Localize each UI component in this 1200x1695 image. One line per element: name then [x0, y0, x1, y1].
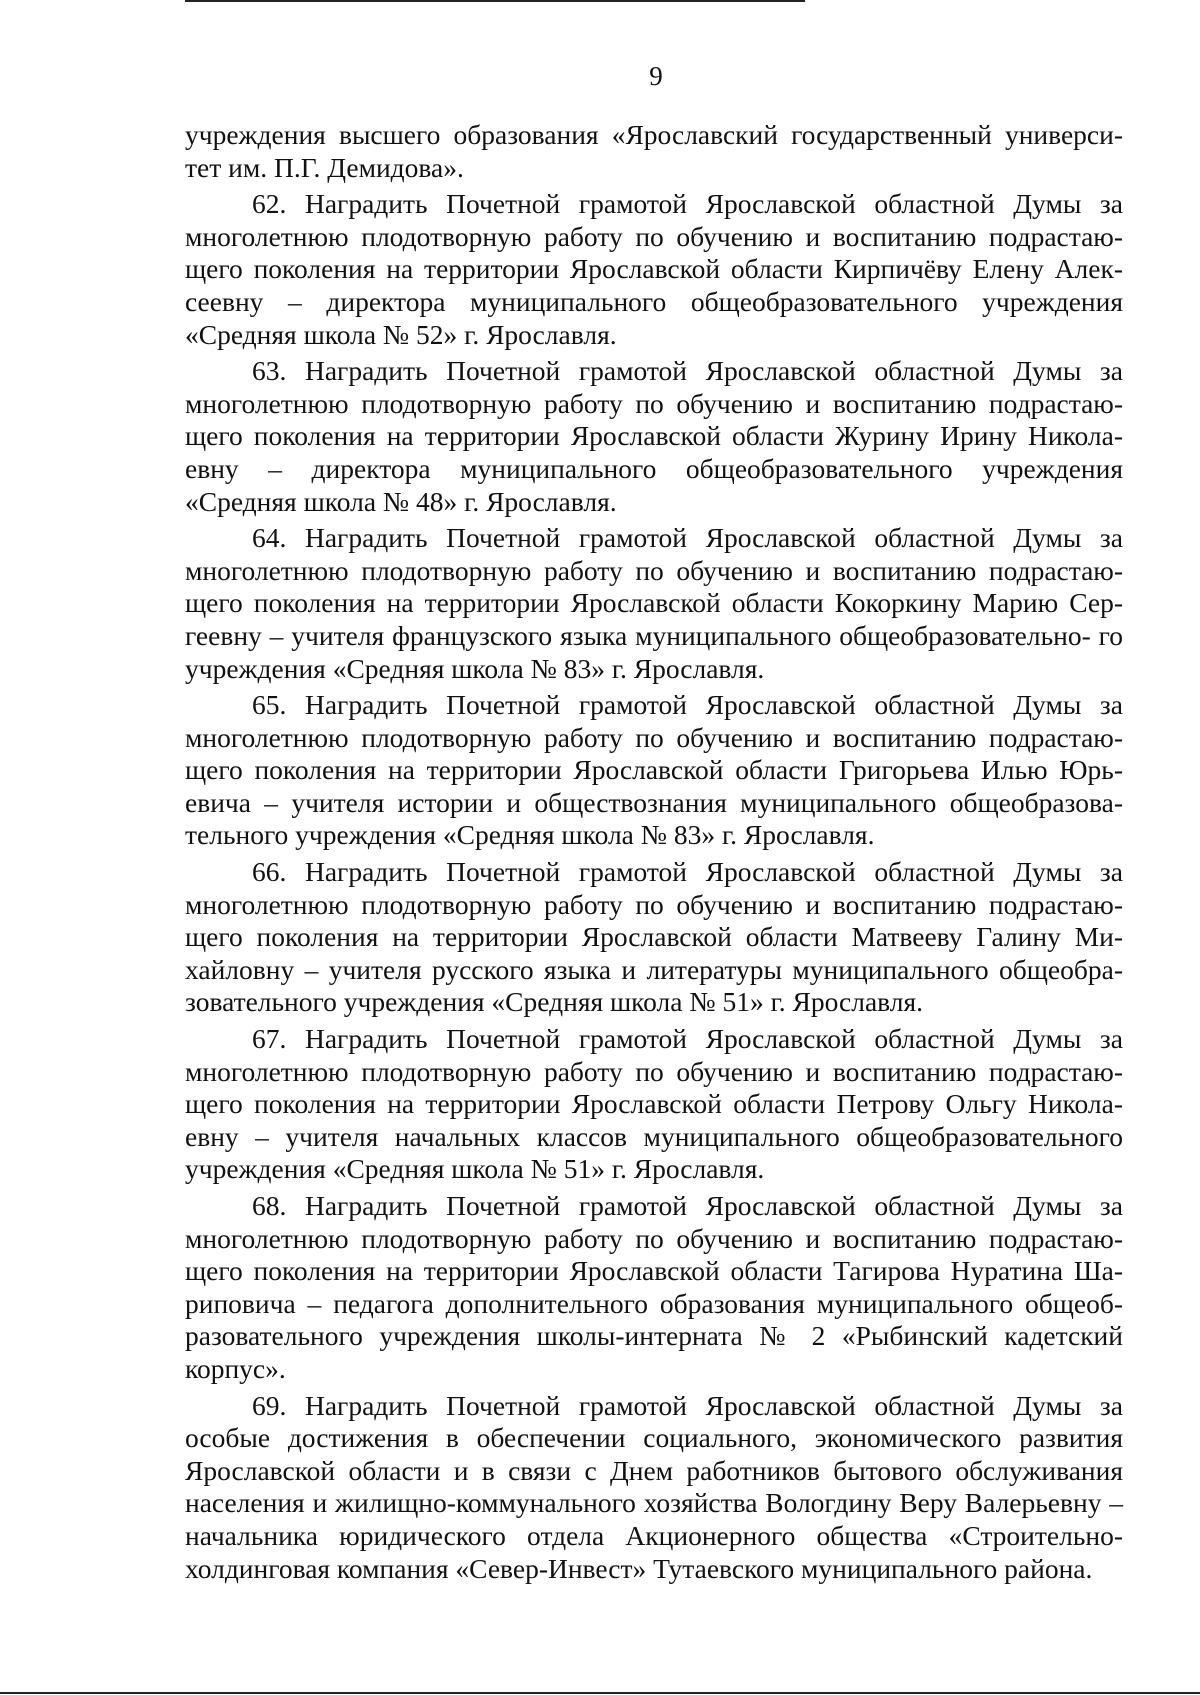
- paragraph-item-62: 62. Наградить Почетной грамотой Ярославской областной Думы за многолетнюю плодотворную работу по обучению и воспитанию подрастаю- щего поколения на территории Ярославской области Кирпичёву Елену Алек- сеевну – директора муниципального общеобразовательного учреждения «Средняя школа № 52» г. Ярославля.: [185, 188, 1123, 350]
- paragraph-item-64: 64. Наградить Почетной грамотой Ярославской областной Думы за многолетнюю плодотворную работу по обучению и воспитанию подрастаю- щего поколения на территории Ярославской области Кокоркину Марию Сер- геевну – учителя французского языка муниципального общеобразовательно- го учреждения «Средняя школа № 83» г. Ярославля.: [185, 522, 1123, 684]
- paragraph-item-65: 65. Наградить Почетной грамотой Ярославской областной Думы за многолетнюю плодотворную работу по обучению и воспитанию подрастаю- щего поколения на территории Ярославской области Григорьева Илью Юрь- евича – учителя истории и обществознания муниципального общеобразова- тельного учреждения «Средняя школа № 83» г. Ярославля.: [185, 689, 1123, 851]
- paragraph-item-66: 66. Наградить Почетной грамотой Ярославской областной Думы за многолетнюю плодотворную работу по обучению и воспитанию подрастаю- щего поколения на территории Ярославской области Матвееву Галину Ми- хайловну – учителя русского языка и литературы муниципального общеобра- зовательного учреждения «Средняя школа № 51» г. Ярославля.: [185, 856, 1123, 1018]
- document-body: [185, 119, 1123, 1585]
- page-number: 9: [649, 61, 663, 91]
- paragraph-continuation: учреждения высшего образования «Ярославский государственный универси- тет им. П.Г. Демидова».: [185, 119, 1123, 183]
- paragraph-item-63: 63. Наградить Почетной грамотой Ярославской областной Думы за многолетнюю плодотворную работу по обучению и воспитанию подрастаю- щего поколения на территории Ярославской области Журину Ирину Никола- евну – директора муниципального общеобразовательного учреждения «Средняя школа № 48» г. Ярославля.: [185, 355, 1123, 517]
- scan-edge-line-top: [185, 0, 805, 2]
- paragraph-item-67: 67. Наградить Почетной грамотой Ярославской областной Думы за многолетнюю плодотворную работу по обучению и воспитанию подрастаю- щего поколения на территории Ярославской области Петрову Ольгу Никола- евну – учителя начальных классов муниципального общеобразовательного учреждения «Средняя школа № 51» г. Ярославля.: [185, 1023, 1123, 1185]
- paragraph-item-68: 68. Наградить Почетной грамотой Ярославской областной Думы за многолетнюю плодотворную работу по обучению и воспитанию подрастаю- щего поколения на территории Ярославской области Тагирова Нуратина Ша- риповича – педагога дополнительного образования муниципального общеоб- разовательного учреждения школы-интерната № 2 «Рыбинский кадетский корпус».: [185, 1190, 1123, 1384]
- scan-edge-line-bottom: [0, 1692, 1200, 1694]
- paragraph-item-69: 69. Наградить Почетной грамотой Ярославской областной Думы за особые достижения в обеспечении социального, экономического развития Ярославской области и в связи с Днем работников бытового обслуживания населения и жилищно-коммунального хозяйства Вологдину Веру Валерьевну – начальника юридического отдела Акционерного общества «Строительно- холдинговая компания «Север-Инвест» Тутаевского муниципального района.: [185, 1389, 1123, 1584]
